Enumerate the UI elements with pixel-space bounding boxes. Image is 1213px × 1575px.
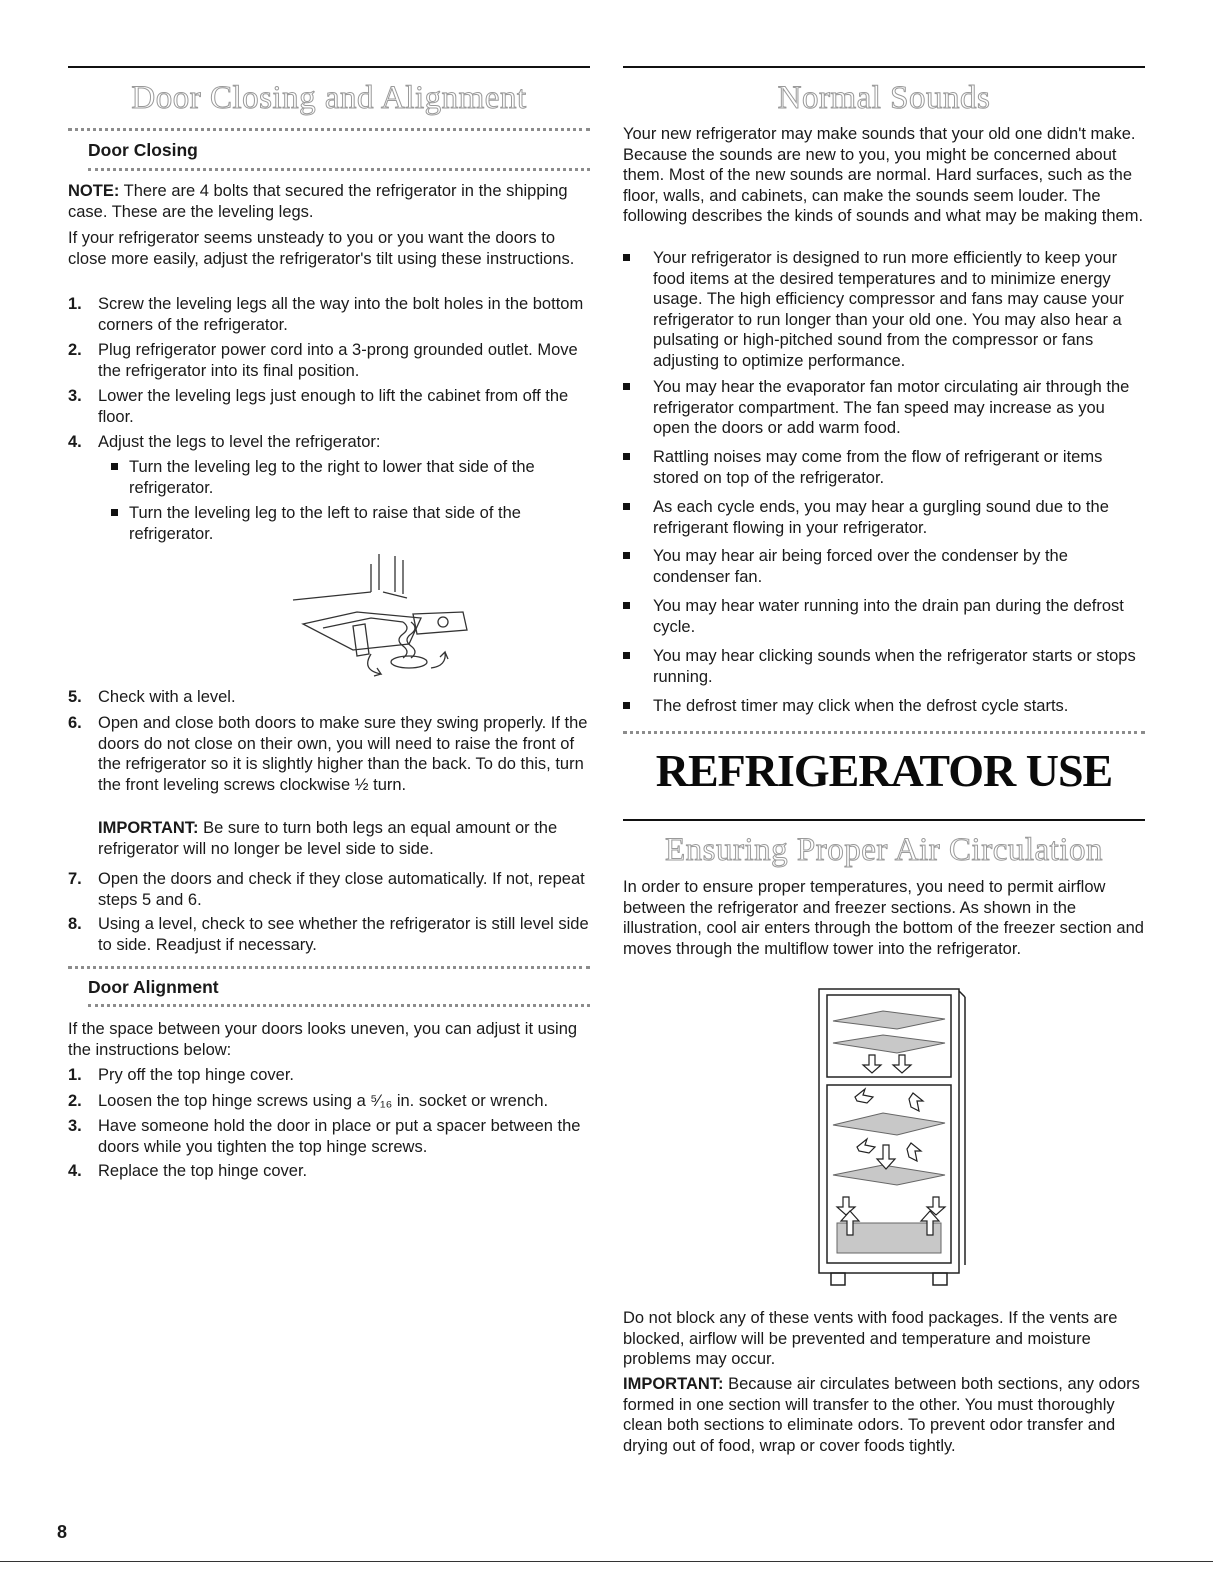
dotted-divider (88, 168, 590, 171)
step-number: 7. (68, 870, 82, 888)
sound-bullet (623, 497, 1145, 538)
step-text: Check with a level. (98, 688, 236, 706)
sub-bullet (68, 503, 590, 544)
note-paragraph (68, 181, 590, 222)
dotted-divider (68, 128, 590, 131)
sound-bullet (623, 596, 1145, 637)
bullet-text: You may hear the evaporator fan motor circulating air through the refrigerator compartment. The fan speed may increase as you open the doors or add warm food. (653, 378, 1130, 437)
step-item (68, 386, 590, 427)
step-item (68, 1161, 590, 1182)
important-text: Because air circulates between both sections, any odors formed in one section will transfer to the other. You must thoroughly clean both sections to eliminate odors. To prevent odor transfer and drying out of food, wrap or cover foods tightly. (623, 1375, 1140, 1455)
step-number: 4. (68, 1162, 82, 1180)
note-text: There are 4 bolts that secured the refrigerator in the shipping case. These are the leveling legs. (68, 182, 568, 221)
sound-bullet (623, 696, 1145, 717)
refrigerator-use-title: REFRIGERATOR USE (655, 745, 1113, 796)
important-label: IMPORTANT: (623, 1375, 724, 1393)
bullet-square-icon (623, 383, 630, 390)
step-item (68, 1065, 590, 1086)
step-item (68, 432, 590, 453)
step-text: Lower the leveling legs just enough to lift the cabinet from off the floor. (98, 387, 569, 426)
dotted-divider (623, 731, 1145, 734)
sound-bullet (623, 447, 1145, 488)
step-number: 2. (68, 1092, 82, 1110)
step-item (68, 340, 590, 381)
page-bottom-rule (0, 1561, 1213, 1562)
step-number: 5. (68, 688, 82, 706)
step-item (68, 1116, 590, 1157)
section-rule (68, 66, 590, 68)
step-text: Have someone hold the door in place or put a spacer between the doors while you tighten the top hinge screws. (98, 1117, 581, 1156)
bullet-text: Rattling noises may come from the flow of refrigerant or items stored on top of the refrigerator. (653, 448, 1103, 487)
bullet-text: As each cycle ends, you may hear a gurgling sound due to the refrigerant flowing in your refrigerator. (653, 498, 1109, 537)
alignment-intro: If the space between your doors looks uneven, you can adjust it using the instructions below: (68, 1020, 578, 1059)
section-title-air-circulation: Ensuring Proper Air Circulation (664, 832, 1104, 868)
step-text: Pry off the top hinge cover. (98, 1066, 294, 1084)
bullet-square-icon (623, 503, 630, 510)
step-text: Replace the top hinge cover. (98, 1162, 308, 1180)
air-block-paragraph: Do not block any of these vents with food packages. If the vents are blocked, airflow will be prevented and temperature and moisture problems may occur. (623, 1309, 1118, 1368)
section-rule (623, 66, 1145, 68)
step-text: Plug refrigerator power cord into a 3-prong grounded outlet. Move the refrigerator into its final position. (98, 341, 578, 380)
bullet-square-icon (623, 602, 630, 609)
sound-bullet (623, 546, 1145, 587)
step-item (68, 869, 590, 910)
step-number: 3. (68, 387, 82, 405)
bullet-square-icon (623, 254, 630, 261)
note-label: NOTE: (68, 182, 120, 200)
section-title-door-closing-alignment: Door Closing and Alignment (131, 80, 527, 116)
step-text: Adjust the legs to level the refrigerator: (98, 433, 381, 451)
bullet-text: Turn the leveling leg to the left to raise that side of the refrigerator. (129, 504, 521, 543)
bullet-text: You may hear air being forced over the condenser by the condenser fan. (653, 547, 1068, 586)
bullet-square-icon (111, 463, 118, 470)
section-title-normal-sounds: Normal Sounds (777, 80, 991, 116)
air-intro: In order to ensure proper temperatures, you need to permit airflow between the refrigerator and freezer sections. As shown in the illustration, cool air enters through the bottom of the freezer section and moves through the multiflow tower into the refrigerator. (623, 878, 1144, 958)
air-important-paragraph (623, 1374, 1145, 1456)
step-number: 4. (68, 433, 82, 451)
step-item (68, 914, 590, 955)
bullet-square-icon (111, 509, 118, 516)
bullet-text: The defrost timer may click when the defrost cycle starts. (653, 697, 1069, 715)
important-label: IMPORTANT: (98, 819, 199, 837)
step-item (68, 713, 590, 795)
sound-bullet (623, 248, 1145, 371)
step-number: 6. (68, 714, 82, 732)
subheading-door-closing: Door Closing (88, 140, 198, 160)
step-item (68, 687, 590, 708)
important-paragraph (98, 818, 590, 859)
step-text: Open and close both doors to make sure they swing properly. If the doors do not close on their own, you will need to raise the front of the refrigerator so it is slightly higher than the back. To do this, turn the front leveling screws clockwise ½ turn. (98, 714, 588, 794)
step-number: 8. (68, 915, 82, 933)
step-number: 1. (68, 1066, 82, 1084)
step-item (68, 294, 590, 335)
step-number: 3. (68, 1117, 82, 1135)
step-text: Open the doors and check if they close automatically. If not, repeat steps 5 and 6. (98, 870, 585, 909)
step-number: 2. (68, 341, 82, 359)
sound-bullet (623, 646, 1145, 687)
bullet-square-icon (623, 702, 630, 709)
bullet-text: Turn the leveling leg to the right to lower that side of the refrigerator. (129, 458, 535, 497)
sounds-intro: Your new refrigerator may make sounds that your old one didn't make. Because the sounds are new to you, you might be concerned about them. Most of the new sounds are normal. Hard surfaces, such as the floor, walls, and cabinets, can make the sounds seem louder. The following describes the kinds of sounds and what may be making them. (623, 125, 1144, 225)
leveling-leg-illustration (253, 552, 493, 680)
bullet-square-icon (623, 453, 630, 460)
bullet-square-icon (623, 552, 630, 559)
step-number: 1. (68, 295, 82, 313)
important-text: Be sure to turn both legs an equal amount or the refrigerator will no longer be level side to side. (98, 819, 558, 858)
bullet-square-icon (623, 652, 630, 659)
intro-paragraph: If your refrigerator seems unsteady to you or you want the doors to close more easily, adjust the refrigerator's tilt using these instructions. (68, 229, 575, 268)
page-number: 8 (57, 1522, 68, 1542)
sub-bullet (68, 457, 590, 498)
airflow-illustration (803, 985, 968, 1290)
bullet-text: You may hear water running into the drain pan during the defrost cycle. (653, 597, 1124, 636)
step-text: Screw the leveling legs all the way into the bolt holes in the bottom corners of the refrigerator. (98, 295, 584, 334)
bullet-text: Your refrigerator is designed to run more efficiently to keep your food items at the desired temperatures and to minimize energy usage. The high efficiency compressor and fans may cause your refrigerator to run longer than your old one. You may also hear a pulsating or high-pitched sound from the compressor or fans adjusting to optimize performance. (653, 249, 1124, 370)
step-item (68, 1091, 590, 1112)
section-rule (623, 819, 1145, 821)
dotted-divider (68, 966, 590, 969)
subheading-door-alignment: Door Alignment (88, 977, 219, 997)
dotted-divider (88, 1004, 590, 1007)
step-text: Loosen the top hinge screws using a ⁵⁄₁₆ in. socket or wrench. (98, 1092, 549, 1110)
step-text: Using a level, check to see whether the refrigerator is still level side to side. Readjust if necessary. (98, 915, 589, 954)
bullet-text: You may hear clicking sounds when the refrigerator starts or stops running. (653, 647, 1136, 686)
sound-bullet (623, 377, 1145, 439)
